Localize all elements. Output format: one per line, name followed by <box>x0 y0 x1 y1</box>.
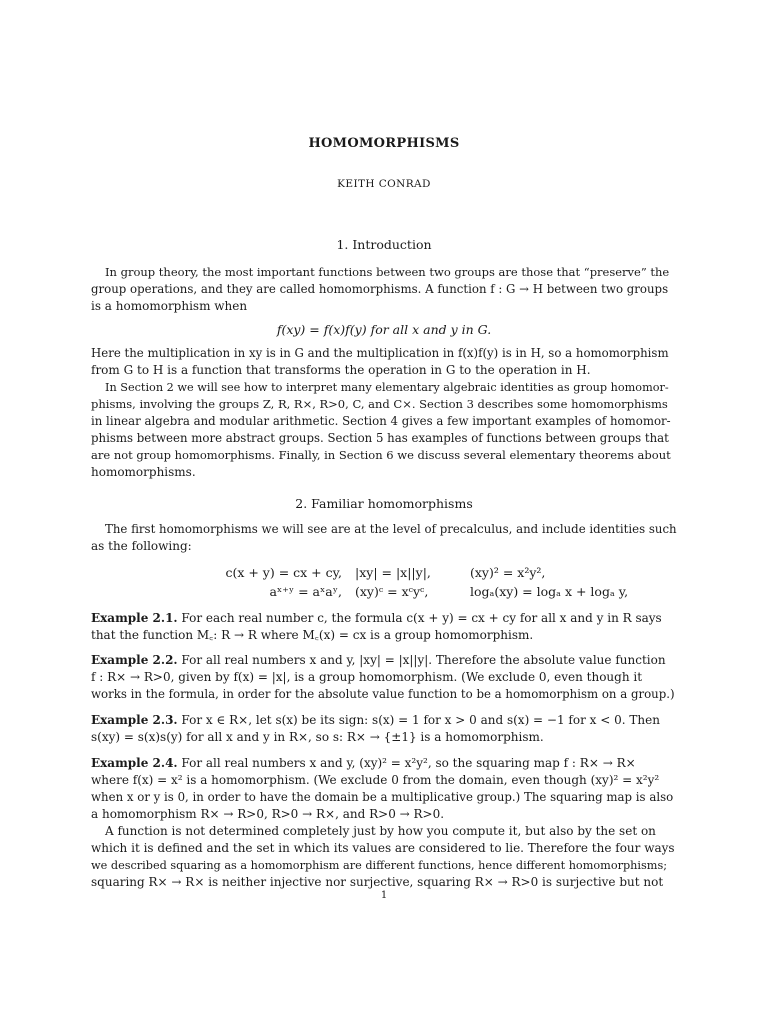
text-line: phisms, involving the groups Z, R, R×, R>0, C, and C×. Section 3 describes some homomorphisms <box>91 397 668 411</box>
text-line: squaring R× → R× is neither injective nor surjective, squaring R× → R>0 is surjective but not <box>91 875 664 889</box>
paragraph-function-domains <box>91 823 678 891</box>
identity-exponent: aˣ⁺ʸ = aˣaʸ, <box>269 584 342 599</box>
text-line: where f(x) = x² is a homomorphism. (We exclude 0 from the domain, even though (xy)² = x²y² <box>91 773 660 787</box>
text-line: phisms between more abstract groups. Section 5 has examples of functions between groups that <box>91 431 669 445</box>
example-label: Example 2.4. <box>91 756 178 770</box>
text-line: Here the multiplication in xy is in G and the multiplication in f(x)f(y) is in H, so a homomorphism <box>91 346 669 360</box>
text-line: s(xy) = s(x)s(y) for all x and y in R×, so s: R× → {±1} is a homomorphism. <box>91 730 544 744</box>
paper-author: KEITH CONRAD <box>337 178 431 190</box>
section-heading-introduction: 1. Introduction <box>336 237 432 252</box>
example-label: Example 2.2. <box>91 653 178 667</box>
paper-title: HOMOMORPHISMS <box>308 136 460 151</box>
text-line: as the following: <box>91 539 192 553</box>
identity-logarithm: logₐ(xy) = logₐ x + logₐ y, <box>470 584 629 599</box>
identity-power: (xy)ᶜ = xᶜyᶜ, <box>355 584 429 599</box>
example-2-4 <box>91 755 678 823</box>
text-line: we described squaring as a homomorphism are different functions, hence different homomorphisms; <box>91 859 668 872</box>
text-line: For all real numbers x and y, (xy)² = x²y², so the squaring map f : R× → R× <box>181 756 636 770</box>
paragraph-overview <box>91 379 678 481</box>
example-2-3 <box>91 712 678 746</box>
example-2-2 <box>91 652 678 703</box>
example-2-1 <box>91 610 678 644</box>
text-line: works in the formula, in order for the absolute value function to be a homomorphism on a group.) <box>91 687 675 701</box>
section-heading-familiar-homomorphisms: 2. Familiar homomorphisms <box>295 496 473 511</box>
example-label: Example 2.3. <box>91 713 178 727</box>
page-number: 1 <box>380 890 388 901</box>
text-line: homomorphisms. <box>91 465 196 479</box>
text-line: is a homomorphism when <box>91 299 248 313</box>
identity-square: (xy)² = x²y², <box>470 565 546 580</box>
text-line: f : R× → R>0, given by f(x) = |x|, is a group homomorphism. (We exclude 0, even though it <box>91 670 643 684</box>
text-line: from G to H is a function that transforms the operation in G to the operation in H. <box>91 363 591 377</box>
text-line: which it is defined and the set in which its values are considered to lie. Therefore the four ways <box>91 841 675 855</box>
paragraph-explanation <box>91 345 678 379</box>
display-equation-homomorphism: f(xy) = f(x)f(y) for all x and y in G. <box>276 322 492 337</box>
text-line: a homomorphism R× → R>0, R>0 → R×, and R>0 → R>0. <box>91 807 445 821</box>
text-line: when x or y is 0, in order to have the domain be a multiplicative group.) The squaring map is also <box>91 790 674 804</box>
paragraph-precalculus <box>91 521 678 555</box>
example-label: Example 2.1. <box>91 611 178 625</box>
paragraph-intro <box>91 264 678 315</box>
text-line: For x ∈ R×, let s(x) be its sign: s(x) = 1 for x > 0 and s(x) = −1 for x < 0. Then <box>181 713 660 727</box>
identity-linear: c(x + y) = cx + cy, <box>225 565 342 580</box>
text-line: For all real numbers x and y, |xy| = |x||y|. Therefore the absolute value function <box>181 653 666 667</box>
text-line: For each real number c, the formula c(x + y) = cx + cy for all x and y in R says <box>181 611 662 625</box>
text-line: In group theory, the most important functions between two groups are those that “preserve” the <box>105 265 670 279</box>
text-line: are not group homomorphisms. Finally, in Section 6 we discuss several elementary theorems about <box>91 448 671 462</box>
text-line: that the function M꜀: R → R where M꜀(x) = cx is a group homomorphism. <box>91 628 534 642</box>
text-line: A function is not determined completely just by how you compute it, but also by the set on <box>105 824 656 838</box>
text-line: in linear algebra and modular arithmetic. Section 4 gives a few important examples of homomor- <box>91 414 671 428</box>
text-line: The first homomorphisms we will see are at the level of precalculus, and include identities such <box>105 522 677 536</box>
text-line: group operations, and they are called homomorphisms. A function f : G → H between two groups <box>91 282 669 296</box>
text-line: In Section 2 we will see how to interpret many elementary algebraic identities as group homomor- <box>105 381 669 394</box>
identity-absolute-value: |xy| = |x||y|, <box>355 565 431 580</box>
